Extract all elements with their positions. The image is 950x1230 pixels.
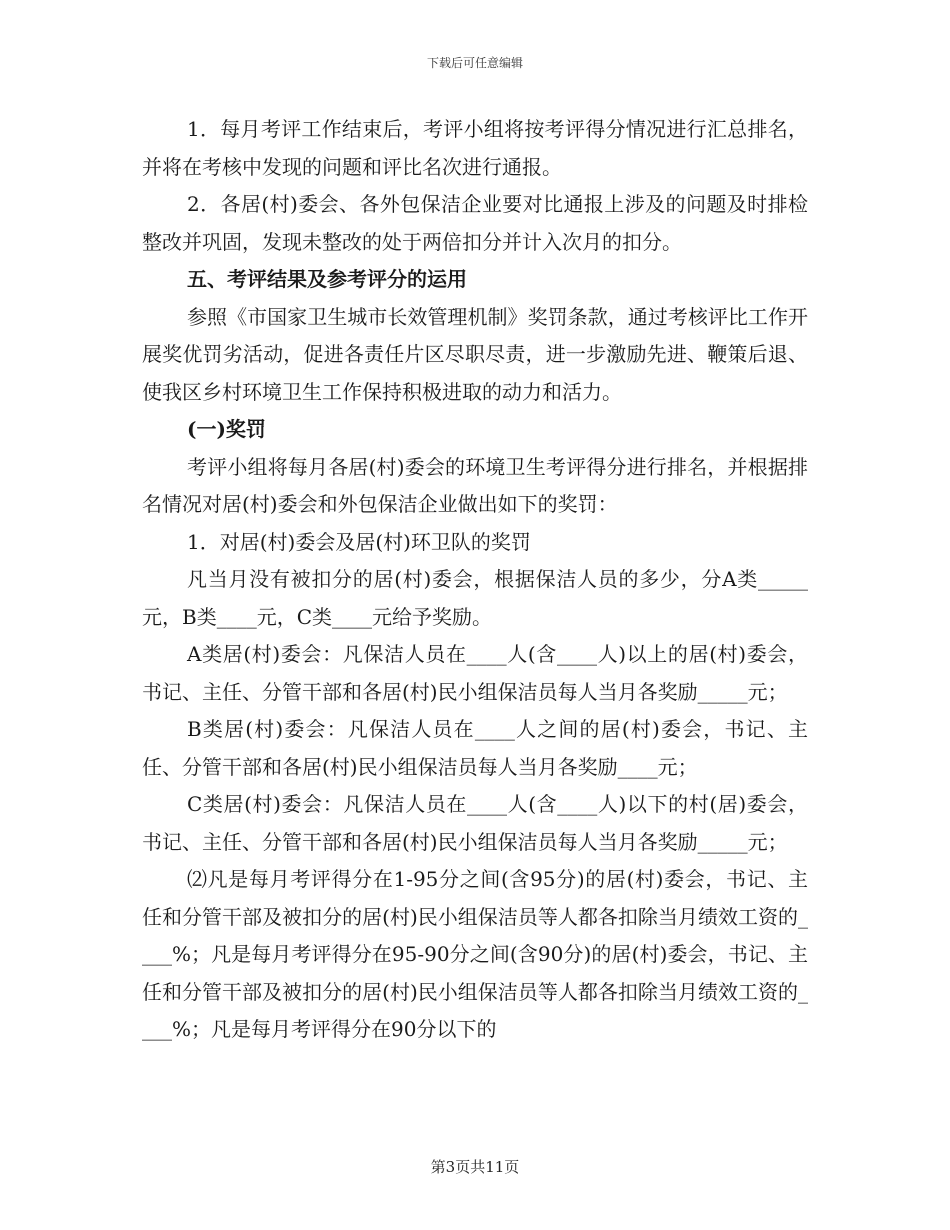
document-body	[142, 111, 808, 1049]
page-header: 下载后可任意编辑	[426, 56, 523, 70]
paragraph-3: 参照《市国家卫生城市长效管理机制》奖罚条款，通过考核评比工作开展奖优罚劣活动，促进各责任片区尽职尽责，进一步激励先进、鞭策后退、使我区乡村环境卫生工作保持积极进取的动力和活力。	[142, 304, 808, 404]
page-number: 第3页共11页	[430, 1158, 520, 1176]
section-heading-5: 五、考评结果及参考评分的运用	[187, 267, 467, 291]
paragraph-1: 1．每月考评工作结束后，考评小组将按考评得分情况进行汇总排名，并将在考核中发现的问题和评比名次进行通报。	[142, 117, 808, 179]
paragraph-7: A类居(村)委会：凡保洁人员在____人(含____人)以上的居(村)委会，书记、主任、分管干部和各居(村)民小组保洁员每人当月各奖励_____元；	[142, 642, 808, 704]
paragraph-6: 凡当月没有被扣分的居(村)委会，根据保洁人员的多少，分A类_____元，B类____元，C类____元给予奖励。	[142, 567, 808, 629]
paragraph-10: ⑵凡是每月考评得分在1-95分之间(含95分)的居(村)委会，书记、主任和分管干部及被扣分的居(村)民小组保洁员等人都各扣除当月绩效工资的____%；凡是每月考评得分在95-90分之间(含90分)的居(村)委会，书记、主任和分管干部及被扣分的居(村)民小组保洁员等人都各扣除当月绩效工资的____%；凡是每月考评得分在90分以下的	[142, 867, 808, 1041]
paragraph-5: 1．对居(村)委会及居(村)环卫队的奖罚	[187, 529, 531, 554]
subsection-heading-rewards: (一)奖罚	[187, 417, 266, 441]
paragraph-9: C类居(村)委会：凡保洁人员在____人(含____人)以下的村(居)委会，书记、主任、分管干部和各居(村)民小组保洁员每人当月各奖励_____元；	[142, 792, 808, 854]
paragraph-4: 考评小组将每月各居(村)委会的环境卫生考评得分进行排名，并根据排名情况对居(村)委会和外包保洁企业做出如下的奖罚：	[142, 454, 808, 516]
paragraph-2: 2．各居(村)委会、各外包保洁企业要对比通报上涉及的问题及时排检整改并巩固，发现未整改的处于两倍扣分并计入次月的扣分。	[142, 192, 808, 254]
paragraph-8: B类居(村)委会：凡保洁人员在____人之间的居(村)委会，书记、主任、分管干部和各居(村)民小组保洁员每人当月各奖励____元；	[142, 717, 808, 779]
